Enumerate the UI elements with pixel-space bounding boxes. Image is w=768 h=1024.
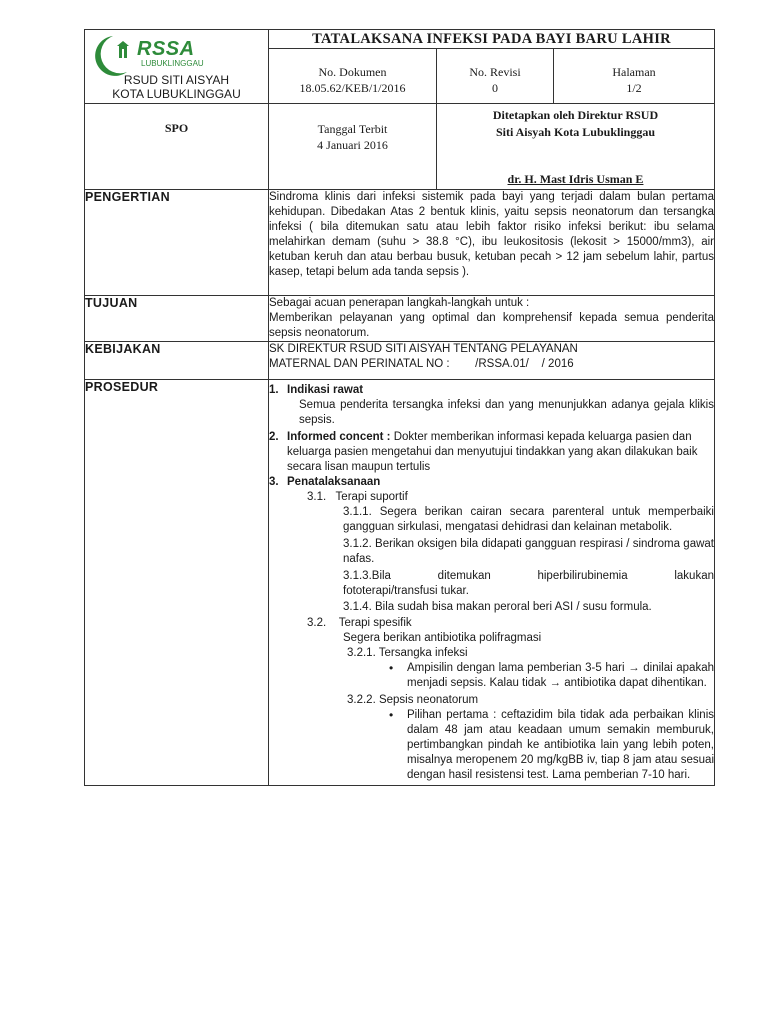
page-value: 1/2	[626, 81, 642, 95]
issue-date-value: 4 Januari 2016	[317, 138, 388, 152]
logo-subtitle: LUBUKLINGGAU	[141, 59, 204, 68]
section-3-2-1-bullet: • Ampisilin dengan lama pemberian 3-5 hari → dinilai apakah menjadi sepsis. Kalau tidak → antibiotika dapat dihentikan.	[381, 661, 714, 691]
spo-label: SPO	[85, 104, 269, 190]
spo-table	[84, 29, 718, 786]
revision-cell	[437, 49, 554, 104]
step-2-number: 2.	[269, 431, 279, 443]
page-cell	[554, 49, 715, 104]
section-3-2-1-list	[269, 661, 714, 691]
section-3-1-4: 3.1.4. Bila sudah bisa makan peroral beri ASI / susu formula.	[343, 601, 652, 613]
tujuan-cell	[269, 296, 715, 342]
issue-date-label: Tanggal Terbit	[317, 122, 388, 136]
hospital-name	[85, 73, 268, 101]
step-2-title: Informed concent :	[287, 431, 391, 443]
tujuan-line2: Memberikan pelayanan yang optimal dan komprehensif kepada semua penderita sepsis neonatorum.	[269, 312, 714, 339]
section-3-2-2-list	[269, 708, 714, 783]
doc-number-cell	[269, 49, 437, 104]
section-3-1-items	[269, 505, 718, 615]
step-3-number: 3.	[269, 476, 279, 488]
section-3-2-2-title: 3.2.2. Sepsis neonatorum	[347, 694, 479, 706]
step-3-title: Penatalaksanaan	[287, 476, 381, 488]
step-1-text: Semua penderita tersangka infeksi dan yang menunjukkan adanya gejala klikis sepsis.	[299, 399, 714, 426]
tujuan-label: TUJUAN	[85, 296, 269, 342]
prosedur-cell	[269, 380, 718, 786]
hospital-name-line1: RSUD SITI AISYAH	[123, 73, 230, 87]
document-title: TATALAKSANA INFEKSI PADA BAYI BARU LAHIR	[269, 30, 715, 49]
section-3-2-title: 3.2. Terapi spesifik	[307, 617, 412, 629]
doc-number-label: No. Dokumen	[318, 65, 387, 79]
approval-line2: Siti Aisyah Kota Lubuklinggau	[495, 125, 656, 139]
procedure-step-1	[269, 383, 714, 428]
tujuan-line1: Sebagai acuan penerapan langkah-langkah untuk :	[269, 297, 530, 309]
logo-wordmark: RSSA	[137, 38, 195, 60]
step-2-text: Dokter memberikan informasi kepada keluarga pasien dan keluarga pasien mengetahui dan menyutujui tindakkan yang akan dilakukan baik secara lisan maupun tertulis	[287, 431, 698, 473]
section-3-1-2: 3.1.2. Berikan oksigen bila didapati gangguan respirasi / sindroma gawat nafas.	[343, 538, 714, 565]
section-3-2-text: Segera berikan antibiotika polifragmasi	[343, 632, 542, 644]
procedure-step-2	[269, 430, 714, 475]
section-3-1-1: 3.1.1. Segera berikan cairan secara parenteral untuk memperbaiki gangguan sirkulasi, mengatasi dehidrasi dan kelainan metabolik.	[343, 506, 714, 533]
step-1-title: Indikasi rawat	[287, 384, 364, 396]
kebijakan-line2: MATERNAL DAN PERINATAL NO : /RSSA.01/ / 2016	[269, 358, 574, 370]
spo-document	[84, 29, 718, 786]
section-3-2-1-title: 3.2.1. Tersangka infeksi	[347, 647, 468, 659]
pengertian-label: PENGERTIAN	[85, 190, 269, 296]
revision-value: 0	[492, 81, 498, 95]
prosedur-label: PROSEDUR	[85, 380, 269, 786]
step-1-number: 1.	[269, 384, 279, 396]
procedure-step-3	[269, 475, 718, 783]
section-3-2-2-bullet: • Pilihan pertama : ceftazidim bila tidak ada perbaikan klinis dalam 48 jam atau keadaan umum semakin memburuk, pertimbangkan pindah ke antibiotika lain yang lebih poten, misalnya meropenem 20 mg/kgBB iv, tiap 8 jam atau sesuai dengan hasil resistensi test. Lama pemberian 7-10 hari.	[381, 708, 714, 783]
section-3-1-title: 3.1. Terapi suportif	[307, 491, 408, 503]
doc-number-value: 18.05.62/KEB/1/2016	[299, 81, 406, 95]
kebijakan-line1: SK DIREKTUR RSUD SITI AISYAH TENTANG PELAYANAN	[269, 343, 578, 355]
section-3-1-3: 3.1.3.Bila ditemukan hiperbilirubinemia lakukan fototerapi/transfusi tukar.	[343, 570, 718, 597]
hospital-logo-cell	[85, 30, 269, 104]
pengertian-text: Sindroma klinis dari infeksi sistemik pada bayi yang terjadi dalam bulan pertama kehidupan. Dibedakan Atas 2 bentuk klinis, yaitu sepsis neonatorum dan tersangka infeksi ( bila ditemukan satu atau lebih faktor risiko infeksi berikut: ibu selama melahirkan demam (suhu > 38.8 °C), ibu leukositosis (lekosit > 15000/mm3), air ketuban keruh dan atau berbau busuk, ketuban pecah > 12 jam sebelum lahir, partus kasep, tetapi belum ada tanda sepsis ).	[269, 190, 715, 296]
issue-date-cell	[269, 104, 437, 190]
revision-label: No. Revisi	[469, 65, 521, 79]
approval-line1: Ditetapkan oleh Direktur RSUD	[492, 108, 659, 122]
page-label: Halaman	[612, 65, 656, 79]
kebijakan-cell	[269, 342, 715, 380]
hospital-name-line2: KOTA LUBUKLINGGAU	[112, 87, 241, 101]
director-name: dr. H. Mast Idris Usman E	[507, 172, 644, 186]
approval-cell	[437, 104, 715, 190]
kebijakan-label: KEBIJAKAN	[85, 342, 269, 380]
